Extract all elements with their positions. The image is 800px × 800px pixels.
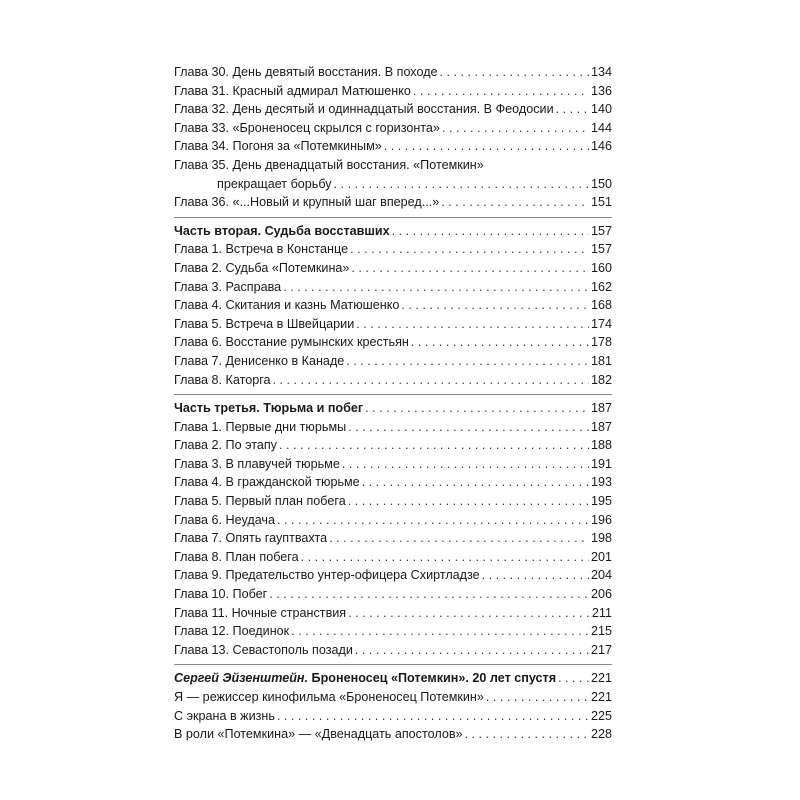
section-divider: [174, 394, 612, 395]
toc-entry[interactable]: [174, 492, 612, 511]
toc-entry[interactable]: [174, 436, 612, 455]
toc-part-label: Часть вторая. Судьба восставших: [174, 223, 390, 238]
leader-dots: [401, 296, 589, 315]
toc-entry-label: Глава 8. План побега: [174, 549, 299, 564]
author-name: Сергей Эйзенштейн.: [174, 671, 309, 686]
toc-author-label: [174, 669, 556, 688]
toc-entry-label: прекращает борьбу: [217, 176, 332, 191]
toc-entry-page: 150: [590, 176, 612, 191]
toc-entry-page: 144: [590, 120, 612, 135]
toc-author-page: 221: [590, 671, 612, 686]
toc-entry[interactable]: [174, 82, 612, 101]
toc-entry-page: 228: [590, 727, 612, 742]
leader-dots: [556, 100, 589, 119]
toc-entry-label: Глава 3. В плавучей тюрьме: [174, 456, 340, 471]
toc-entry-page: 140: [590, 102, 612, 117]
toc-section-part2: [174, 222, 612, 389]
toc-entry[interactable]: [174, 418, 612, 437]
toc-entry-page: 215: [590, 624, 612, 639]
toc-entry[interactable]: [174, 137, 612, 156]
toc-entry-page: 168: [590, 298, 612, 313]
leader-dots: [384, 137, 589, 156]
toc-entry[interactable]: [174, 566, 612, 585]
toc-entry-page: 160: [590, 260, 612, 275]
table-of-contents: [174, 63, 612, 744]
toc-entry[interactable]: [174, 641, 612, 660]
toc-entry-label: В роли «Потемкина» — «Двенадцать апостолов»: [174, 727, 463, 742]
toc-entry-page: 201: [590, 549, 612, 564]
leader-dots: [351, 259, 589, 278]
toc-entry-page: 136: [590, 83, 612, 98]
toc-entry-label: Глава 7. Денисенко в Канаде: [174, 353, 345, 368]
toc-entry-label: Глава 2. Судьба «Потемкина»: [174, 260, 350, 275]
leader-dots: [413, 82, 589, 101]
leader-dots: [440, 63, 589, 82]
leader-dots: [442, 119, 589, 138]
leader-dots: [348, 492, 589, 511]
leader-dots: [441, 193, 589, 212]
toc-entry-label: Глава 1. Встреча в Констанце: [174, 242, 349, 257]
toc-entry-page: 181: [590, 353, 612, 368]
toc-entry-page: 151: [590, 195, 612, 210]
toc-entry-label: Я — режиссер кинофильма «Броненосец Потемкин»: [174, 690, 484, 704]
toc-entry[interactable]: [174, 63, 612, 82]
toc-entry[interactable]: [174, 240, 612, 259]
toc-entry-label: С экрана в жизнь: [174, 708, 275, 723]
leader-dots: [346, 352, 589, 371]
toc-section-part3: [174, 399, 612, 659]
toc-entry-label: Глава 33. «Броненосец скрылся с горизонта»: [174, 120, 440, 135]
toc-section-part1-end: [174, 63, 612, 212]
toc-entry-label: Глава 32. День десятый и одиннадцатый восстания. В Феодосии: [174, 102, 554, 117]
toc-entry-page: 211: [591, 605, 612, 620]
leader-dots: [277, 511, 589, 530]
toc-entry-page: 146: [590, 139, 612, 154]
toc-entry-label: Глава 13. Севастополь позади: [174, 642, 353, 657]
leader-dots: [392, 222, 589, 241]
toc-part-page: 187: [590, 401, 612, 416]
leader-dots: [329, 529, 589, 548]
toc-entry[interactable]: [174, 352, 612, 371]
toc-entry-page: 178: [590, 335, 612, 350]
leader-dots: [362, 473, 589, 492]
leader-dots: [277, 707, 589, 726]
toc-entry[interactable]: [174, 511, 612, 530]
toc-entry-page: 206: [590, 587, 612, 602]
toc-entry-page: 225: [590, 708, 612, 723]
toc-entry-label: Глава 7. Опять гауптвахта: [174, 531, 328, 546]
toc-entry-label: Глава 6. Восстание румынских крестьян: [174, 335, 409, 350]
leader-dots: [365, 399, 589, 418]
toc-entry-label: Глава 30. День девятый восстания. В походе: [174, 65, 438, 79]
leader-dots: [334, 175, 589, 194]
toc-entry-label: Глава 5. Первый план побега: [174, 494, 346, 509]
toc-entry[interactable]: [174, 529, 612, 548]
toc-entry-page: 174: [590, 316, 612, 331]
toc-entry-label: Глава 12. Поединок: [174, 624, 290, 639]
toc-entry[interactable]: [174, 371, 612, 390]
toc-entry[interactable]: [174, 725, 612, 744]
toc-entry-page: 134: [590, 65, 612, 79]
toc-entry-label: Глава 10. Побег: [174, 587, 268, 602]
toc-entry-page: 162: [590, 279, 612, 294]
toc-entry-page: 182: [590, 372, 612, 387]
toc-entry-page: 204: [590, 568, 612, 583]
toc-entry[interactable]: [174, 278, 612, 297]
toc-entry-label: Глава 36. «...Новый и крупный шаг вперед...»: [174, 195, 440, 210]
toc-entry-label: Глава 1. Первые дни тюрьмы: [174, 419, 347, 434]
toc-entry-page: 217: [590, 642, 612, 657]
toc-entry-page: 198: [590, 531, 612, 546]
toc-entry[interactable]: [174, 100, 612, 119]
toc-entry[interactable]: [174, 259, 612, 278]
section-divider: [174, 217, 612, 218]
toc-entry[interactable]: [174, 688, 612, 707]
leader-dots: [486, 688, 589, 707]
toc-entry-label: Глава 4. Скитания и казнь Матюшенко: [174, 298, 400, 313]
leader-dots: [350, 240, 589, 259]
leader-dots: [465, 725, 589, 744]
toc-entry-label: Глава 35. День двенадцатый восстания. «Потемкин»: [174, 157, 484, 172]
leader-dots: [269, 585, 589, 604]
toc-entry-label: Глава 2. По этапу: [174, 438, 277, 453]
toc-entry-continuation[interactable]: [174, 175, 612, 194]
leader-dots: [411, 333, 589, 352]
toc-entry[interactable]: [174, 548, 612, 567]
toc-entry-page: 193: [590, 475, 612, 490]
toc-entry[interactable]: [174, 156, 612, 175]
leader-dots: [482, 566, 589, 585]
toc-entry[interactable]: [174, 296, 612, 315]
leader-dots: [342, 455, 589, 474]
toc-part-heading[interactable]: [174, 399, 612, 418]
toc-entry-label: Глава 9. Предательство унтер-офицера Схиртладзе: [174, 568, 480, 583]
toc-entry-label: Глава 4. В гражданской тюрьме: [174, 475, 360, 490]
leader-dots: [283, 278, 589, 297]
leader-dots: [301, 548, 589, 567]
leader-dots: [273, 371, 589, 390]
toc-entry-label: Глава 31. Красный адмирал Матюшенко: [174, 83, 411, 98]
leader-dots: [356, 315, 589, 334]
toc-entry-page: 221: [590, 690, 612, 704]
toc-entry[interactable]: [174, 622, 612, 641]
leader-dots: [355, 641, 589, 660]
toc-entry-page: 157: [590, 242, 612, 257]
toc-entry[interactable]: [174, 707, 612, 726]
toc-entry-page: 187: [590, 419, 612, 434]
toc-entry[interactable]: [174, 455, 612, 474]
toc-entry[interactable]: [174, 333, 612, 352]
toc-entry-label: Глава 5. Встреча в Швейцарии: [174, 316, 355, 331]
toc-entry-label: Глава 8. Каторга: [174, 372, 271, 387]
toc-entry-page: 188: [590, 438, 612, 453]
toc-entry-page: 196: [590, 512, 612, 527]
leader-dots: [279, 436, 589, 455]
toc-part-label: Часть третья. Тюрьма и побег: [174, 401, 364, 416]
toc-author-heading[interactable]: [174, 669, 612, 688]
toc-entry[interactable]: [174, 604, 612, 623]
toc-entry[interactable]: [174, 585, 612, 604]
toc-section-eisenstein: [174, 669, 612, 743]
toc-entry-page: 195: [590, 494, 612, 509]
toc-entry[interactable]: [174, 473, 612, 492]
toc-part-heading[interactable]: [174, 222, 612, 241]
toc-entry-label: Глава 6. Неудача: [174, 512, 275, 527]
toc-entry-label: Глава 34. Погоня за «Потемкиным»: [174, 139, 382, 154]
toc-entry[interactable]: [174, 119, 612, 138]
toc-entry[interactable]: [174, 315, 612, 334]
toc-entry-label: Глава 11. Ночные странствия: [174, 605, 347, 620]
author-title: Броненосец «Потемкин». 20 лет спустя: [311, 671, 557, 686]
leader-dots: [348, 604, 590, 623]
toc-part-page: 157: [590, 223, 612, 238]
toc-entry-label: Глава 3. Расправа: [174, 279, 282, 294]
toc-entry-page: 191: [590, 456, 612, 471]
toc-entry[interactable]: [174, 193, 612, 212]
leader-dots: [291, 622, 589, 641]
leader-dots: [348, 418, 589, 437]
leader-dots: [558, 669, 589, 688]
section-divider: [174, 664, 612, 665]
